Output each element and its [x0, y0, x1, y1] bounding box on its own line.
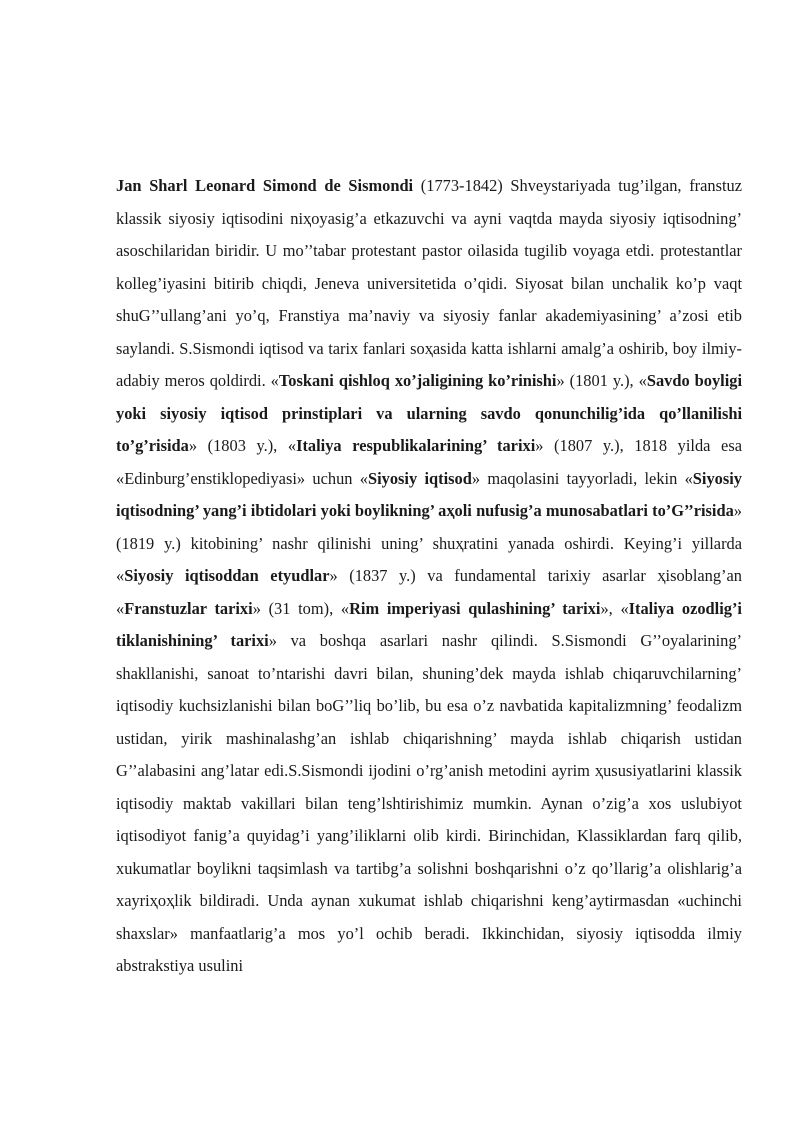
work-title: Italiya ozodlig’i tiklanishining’ tarixi	[116, 598, 742, 650]
work-title: Rim imperiyasi qulashining’ tarixi	[349, 598, 601, 618]
text-segment: », «	[600, 598, 629, 618]
text-segment: » (1837 y.) va fundamental tarixiy asarlar ҳisoblang’an «	[116, 566, 742, 618]
text-segment: » (1807 y.), 1818 yilda esa «Edinburg’enstiklopediyasi» uchun «	[116, 436, 742, 488]
text-segment: » va boshqa asarlari nashr qilindi. S.Sismondi G’’oyalarining’ shakllanishi, sanoat to’ntarishi davri bilan, shuning’dek mayda ishlab chiqaruvchilarning’ iqtisodiy kuchsizlanishi bilan boG’’liq bo’lib, bu esa o’z navbatida kapitalizmning’ feodalizm ustidan, yirik mashinalashg’an ishlab chiqarishning’ mayda ishlab chiqarish ustidan G’’alabasini ang’latar edi.S.Sismondi ijodini o’rg’anish metodini ayrim ҳususiyatlarini klassik iqtisodiy maktab vakillari bilan teng’lshtirishimiz mumkin. Aynan o’zig’a xos uslubiyot iqtisodiyot fanig’a quyidag’i yang’iliklarni olib kirdi. Birinchidan, Klassiklardan farq qilib, xukumatlar boylikni taqsimlash va tartibg’a solishni boshqarishni o’z qo’llarig’a olishlarig’a xayriҳoҳlik bildiradi. Unda aynan xukumat ishlab chiqarishni keng’aytirmasdan «uchinchi shaxslar» manfaatlarig’a mos yo’l ochib beradi. Ikkinchidan, siyosiy iqtisodda ilmiy abstrakstiya usulini	[116, 631, 742, 975]
work-title: Italiya respublikalarining’ tarixi	[296, 436, 536, 455]
text-segment: » maqolasini tayyorladi, lekin «	[471, 468, 693, 488]
work-title: Siyosiy iqtisoddan etyudlar	[124, 566, 330, 585]
work-title: Toskani qishloq xo’jaligining ko’rinishi	[278, 371, 557, 390]
work-title: Franstuzlar tarixi	[124, 598, 253, 618]
work-title: Siyosiy iqtisod	[367, 468, 472, 488]
work-title: Savdo boyligi yoki siyosiy iqtisod prinstiplari va ularning savdo qonunchilig’ida qo’llanilishi to’g’risida	[116, 371, 743, 455]
author-name: Jan Sharl Leonard Simond de Sismondi	[116, 176, 414, 195]
document-page	[116, 170, 742, 983]
text-segment: » (1801 y.), «	[556, 371, 647, 390]
body-paragraph	[116, 170, 742, 983]
text-segment: » (1803 y.), «	[188, 436, 297, 455]
text-segment: » (31 tom), «	[252, 598, 350, 618]
text-segment: » (1819 y.) kitobining’ nashr qilinishi uning’ shuҳratini yanada oshirdi. Keying’i yillarda «	[116, 501, 742, 585]
text-segment: (1773-1842) Shveystariyada tug’ilgan, franstuz klassik siyosiy iqtisodini niҳoyasig’a etkazuvchi va ayni vaqtda mayda siyosiy iqtisodning’ asoschilaridan biridir. U mo’’tabar protestant pastor oilasida tugilib voyaga etdi. protestantlar kolleg’iyasini bitirib chiqdi, Jeneva universitetida o’qidi. Siyosat bilan unchalik ko’p vaqt shuG’’ullang’ani yo’q, Franstiya ma’naviy va siyosiy fanlar akademiyasining’ a’zosi etib saylandi. S.Sismondi iqtisod va tarix fanlari soҳasida katta ishlarni amalg’a oshirib, boy ilmiy-adabiy meros qoldirdi. «	[116, 176, 742, 390]
work-title: Siyosiy iqtisodning’ yang’i ibtidolari yoki boylikning’ aҳoli nufusig’a munosabatlari to’G’’risida	[116, 468, 742, 520]
